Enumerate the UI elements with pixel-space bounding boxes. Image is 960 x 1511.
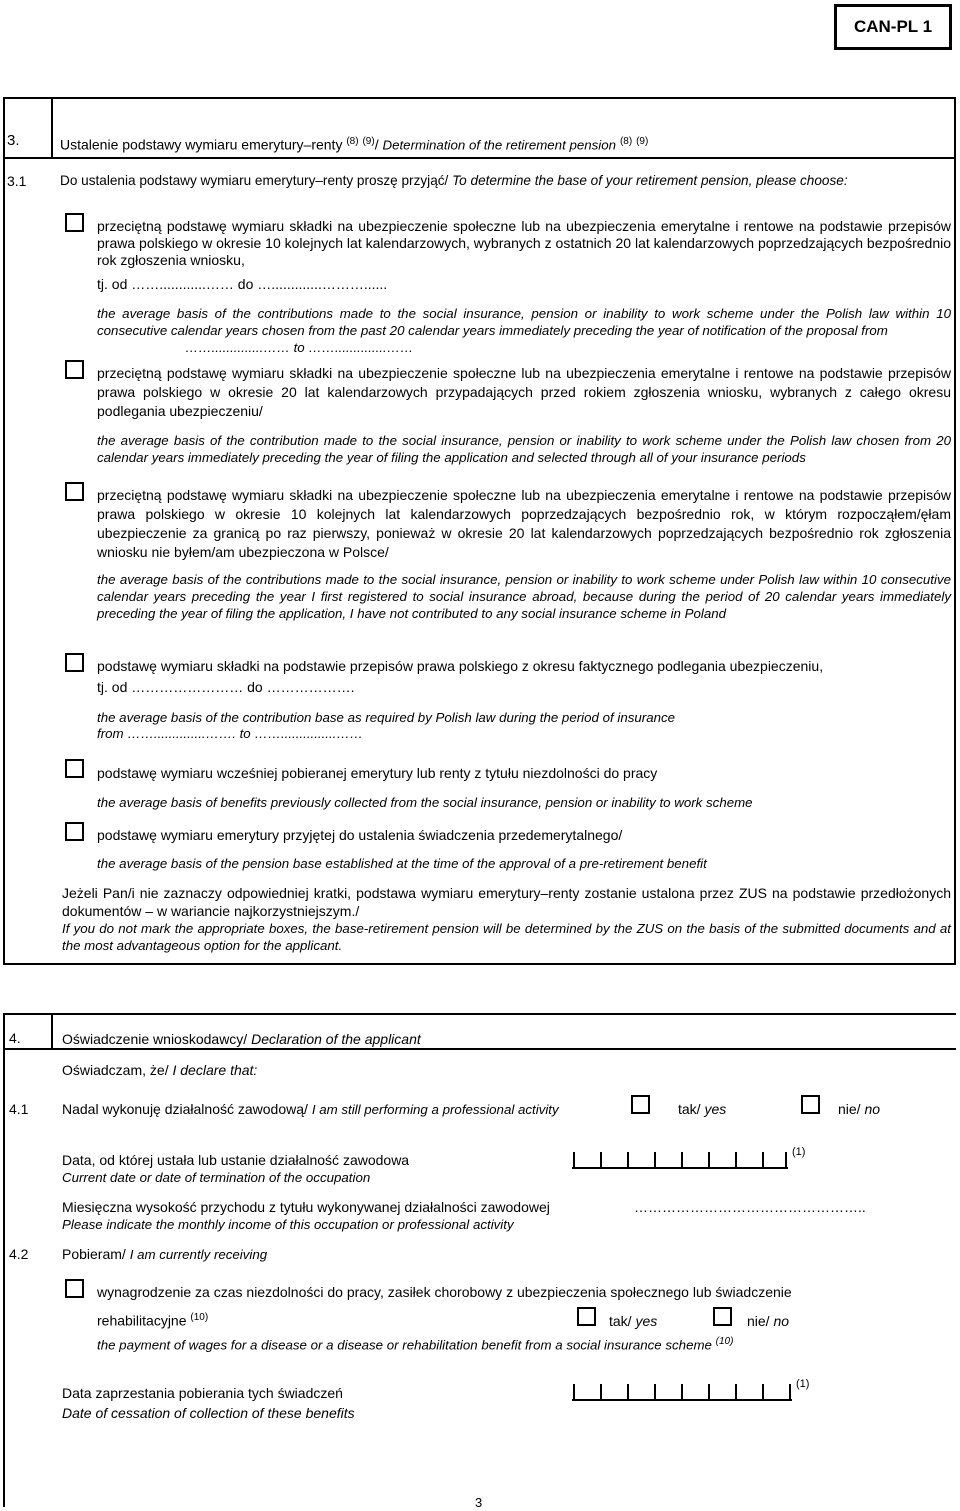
section-4-title-pl: Oświadczenie wnioskodawcy/ — [62, 1031, 248, 1047]
option-6-checkbox[interactable] — [65, 822, 84, 841]
subsection-4-1-pl: Nadal wykonuję działalność zawodową/ — [62, 1101, 308, 1117]
activity-no-pl: nie/ — [838, 1101, 861, 1117]
section-3-header-rule — [3, 157, 956, 159]
section-3-sup-9: (9) — [362, 136, 375, 147]
date-comb-lines — [572, 1148, 788, 1170]
subsection-3-1-en: To determine the base of your retirement pension, please choose: — [452, 173, 848, 188]
termination-date-note: (1) — [792, 1146, 806, 1158]
option-2-checkbox[interactable] — [65, 360, 84, 379]
section-3-sup-8b: (8) — [619, 136, 633, 147]
benefit-en-text: the payment of wages for a disease or a disease or rehabilitation benefit from a social insurance scheme — [97, 1337, 712, 1353]
section-3-sup-9b: (9) — [636, 136, 649, 147]
option-1-checkbox[interactable] — [65, 213, 84, 232]
declare-en: I declare that: — [172, 1062, 258, 1078]
monthly-income-label-pl: Miesięczna wysokość przychodu z tytułu wykonywanej działalności zawodowej — [62, 1199, 550, 1215]
benefit-yes-label — [609, 1313, 657, 1329]
cessation-date-field[interactable] — [572, 1380, 792, 1402]
subsection-3-1-text — [60, 173, 848, 188]
option-1-dates-en[interactable]: ……..............…… to ……..............…… — [185, 340, 414, 355]
cessation-date-note: (1) — [796, 1378, 810, 1390]
activity-no-checkbox[interactable] — [801, 1095, 820, 1114]
termination-date-label-en: Current date or date of termination of the occupation — [62, 1170, 371, 1185]
subsection-3-1-number: 3.1 — [7, 173, 27, 189]
activity-yes-label — [678, 1101, 726, 1117]
cessation-date-label-en: Date of cessation of collection of these benefits — [62, 1405, 355, 1421]
option-6-text-pl: podstawę wymiaru emerytury przyjętej do ustalenia świadczenia przedemerytalnego/ — [97, 827, 623, 843]
section-4-title-en: Declaration of the applicant — [251, 1031, 421, 1047]
activity-yes-checkbox[interactable] — [631, 1095, 650, 1114]
benefit-rehab-label: rehabilitacyjne — [97, 1312, 187, 1329]
termination-date-field[interactable] — [572, 1148, 788, 1170]
monthly-income-field[interactable]: ………………………………………….. — [634, 1199, 866, 1215]
option-4-text-en: the average basis of the contribution base as required by Polish law during the period of insurance — [97, 710, 676, 725]
subsection-4-1-number: 4.1 — [9, 1101, 29, 1117]
benefit-en-sup: (10) — [715, 1336, 734, 1347]
benefit-yes-pl: tak/ — [609, 1313, 632, 1329]
cessation-date-label-pl: Data zaprzestania pobierania tych świadczeń — [62, 1385, 343, 1401]
declare-pl: Oświadczam, że/ — [62, 1062, 169, 1078]
termination-date-label-pl: Data, od której ustała lub ustanie działalność zawodowa — [62, 1152, 410, 1168]
benefit-rehab-sup: (10) — [190, 1312, 209, 1323]
option-5-text-pl: podstawę wymiaru wcześniej pobieranej emerytury lub renty z tytułu niezdolności do pracy — [97, 765, 658, 781]
section-3-slash: / — [374, 136, 379, 153]
activity-yes-pl: tak/ — [678, 1101, 701, 1117]
option-3-text-en: the average basis of the contributions made to the social insurance, pension or inability to work scheme under Polish law within 10 consecutive calendar years preceding the year I first registered to social insurance abroad, because during the period of 20 calendar years immediately preceding the year of filing the application, I have not contributed to any social insurance scheme in Poland — [97, 572, 951, 621]
option-4-dates-en[interactable]: from ……..............……. to ……...............…… — [97, 726, 363, 741]
activity-no-label — [838, 1101, 880, 1117]
option-2-text-pl: przeciętną podstawę wymiaru składki na ubezpieczenie społeczne lub na ubezpieczenia emerytalne i rentowe na podstawie przepisów prawa polskiego w okresie 20 lat kalendarzowych przypadających przed rokiem zgłoszenia wniosku, wybranych z całego okresu podlegania ubezpieczeniu/ — [97, 365, 951, 419]
benefit-yes-checkbox[interactable] — [577, 1307, 596, 1326]
section-4-header-rule — [3, 1048, 956, 1050]
benefit-yes-en: yes — [635, 1313, 658, 1329]
option-3-checkbox[interactable] — [65, 482, 84, 501]
monthly-income-label-en: Please indicate the monthly income of this occupation or professional activity — [62, 1217, 514, 1232]
form-code-badge — [834, 4, 952, 50]
section-3-number: 3. — [7, 132, 20, 149]
option-5-text-en: the average basis of benefits previously collected from the social insurance, pension or inability to work scheme — [97, 795, 753, 810]
section-3-title — [60, 136, 648, 153]
option-4-text-pl: podstawę wymiaru składki na podstawie przepisów prawa polskiego z okresu faktycznego podlegania ubezpieczeniu, — [97, 658, 824, 674]
subsection-4-2-pl: Pobieram/ — [62, 1246, 126, 1262]
benefit-no-label — [747, 1313, 789, 1329]
activity-yes-en: yes — [704, 1101, 727, 1117]
benefit-no-en: no — [773, 1313, 790, 1329]
option-1-dates-pl[interactable]: tj. od ……............…… do ….............………...... — [97, 276, 388, 292]
subsection-4-2-text — [62, 1246, 267, 1262]
activity-no-en: no — [864, 1101, 881, 1117]
section-4-number-divider — [51, 1013, 53, 1048]
subsection-4-1-en: I am still performing a professional activity — [311, 1102, 559, 1117]
benefit-text-en — [97, 1336, 733, 1352]
section-3-number-divider — [51, 97, 53, 157]
benefit-text-pl-line2 — [97, 1312, 208, 1329]
subsection-4-1-text — [62, 1101, 559, 1117]
section-3-sup-8: (8) — [346, 136, 359, 147]
option-2-text-en: the average basis of the contribution made to the social insurance, pension or inability to work scheme under the Polish law chosen from 20 calendar years immediately preceding the year of filing the application and selected through all of your insurance periods — [97, 433, 951, 465]
benefit-text-pl-line1: wynagrodzenie za czas niezdolności do pracy, zasiłek chorobowy z ubezpieczenia społecznego lub świadczenie — [97, 1284, 792, 1300]
section-3-title-pl: Ustalenie podstawy wymiaru emerytury–renty — [60, 136, 343, 153]
subsection-3-1-pl: Do ustalenia podstawy wymiaru emerytury–renty proszę przyjąć/ — [60, 173, 449, 188]
form-code-text: CAN-PL 1 — [853, 17, 933, 36]
option-4-dates-pl[interactable]: tj. od …………………… do ………………. — [97, 679, 355, 695]
option-3-text-pl: przeciętną podstawę wymiaru składki na ubezpieczenie społeczne lub na ubezpieczenia emerytalne i rentowe na podstawie przepisów prawa polskiego w okresie 10 kolejnych lat kalendarzowych poprzedzających bezpośrednio rok, w którym rozpocząłem/ęłam ubezpieczenie za granicą po raz pierwszy, ponieważ w okresie 20 lat kalendarzowych poprzedzających bezpośrednio rok zgłoszenia wniosku nie byłem/am ubezpieczona w Polsce/ — [97, 487, 951, 560]
default-note-en: If you do not mark the appropriate boxes, the base-retirement pension will be determined by the ZUS on the basis of the submitted documents and at the most advantageous option for the applicant. — [62, 921, 951, 953]
default-note-pl: Jeżeli Pan/i nie zaznaczy odpowiedniej kratki, podstawa wymiaru emerytury–renty zostanie ustalona przez ZUS na podstawie przedłożonych dokumentów – w wariancie najkorzystniejszym./ — [62, 885, 951, 919]
section-4-title — [62, 1031, 421, 1047]
benefit-no-checkbox[interactable] — [713, 1307, 732, 1326]
page-number: 3 — [475, 1495, 483, 1510]
section-4-number: 4. — [9, 1030, 21, 1046]
benefit-no-pl: nie/ — [747, 1313, 770, 1329]
benefit-checkbox[interactable] — [65, 1279, 84, 1298]
option-6-text-en: the average basis of the pension base established at the time of the approval of a pre-retirement benefit — [97, 856, 707, 871]
option-1-text-en: the average basis of the contributions made to the social insurance, pension or inability to work scheme under the Polish law within 10 consecutive calendar years chosen from the past 20 calendar years immediately preceding the year of notification of the proposal from — [97, 306, 951, 338]
subsection-4-2-en: I am currently receiving — [129, 1247, 268, 1262]
option-5-checkbox[interactable] — [65, 759, 84, 778]
subsection-4-2-number: 4.2 — [9, 1246, 29, 1262]
cessation-date-comb-lines — [572, 1380, 792, 1402]
section-3-title-en: Determination of the retirement pension — [382, 137, 617, 153]
declare-line — [62, 1062, 257, 1078]
option-4-checkbox[interactable] — [65, 653, 84, 672]
option-1-text-pl: przeciętną podstawę wymiaru składki na ubezpieczenie społeczne lub na ubezpieczenia emerytalne i rentowe na podstawie przepisów prawa polskiego w okresie 10 kolejnych lat kalendarzowych, wybranych z ostatnich 20 lat kalendarzowych poprzedzających bezpośrednio rok zgłoszenia wniosku, — [97, 218, 951, 268]
